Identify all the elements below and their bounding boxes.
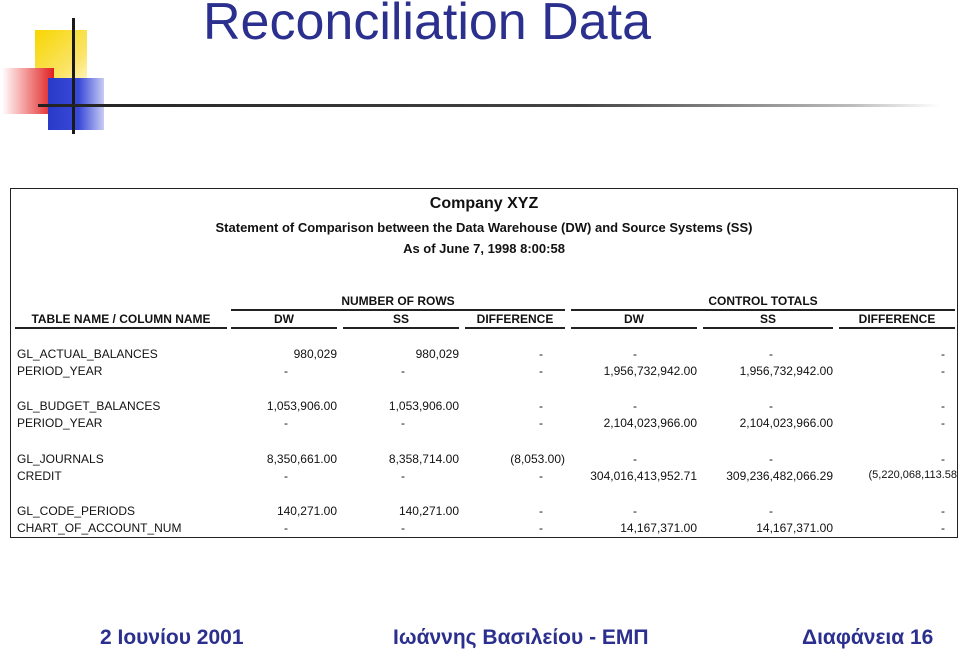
column-header-5: SS xyxy=(759,312,776,326)
table-cell: - xyxy=(633,504,637,518)
table-cell: - xyxy=(401,364,405,378)
table-cell: - xyxy=(941,347,945,361)
footer-author: Ιωάννης Βασιλείου - ΕΜΠ xyxy=(393,626,649,649)
table-cell: - xyxy=(769,504,773,518)
logo-vertical-rule xyxy=(72,18,75,134)
column-header-0: TABLE NAME / COLUMN NAME xyxy=(31,312,211,326)
table-cell: - xyxy=(633,399,637,413)
column-header-2: SS xyxy=(392,312,409,326)
report-as-of: As of June 7, 1998 8:00:58 xyxy=(403,241,565,256)
table-cell: 304,016,413,952.71 xyxy=(590,469,697,483)
slide-logo xyxy=(0,0,140,140)
table-cell: 140,271.00 xyxy=(276,504,337,518)
table-cell: 2,104,023,966.00 xyxy=(603,416,697,430)
table-row-name: GL_CODE_PERIODS xyxy=(17,504,136,518)
column-header-3: DIFFERENCE xyxy=(476,312,554,326)
table-cell: 1,956,732,942.00 xyxy=(739,364,833,378)
column-header-rule-3 xyxy=(465,327,565,329)
column-header-rule-2 xyxy=(343,327,459,329)
table-cell: 1,053,906.00 xyxy=(388,399,459,413)
table-cell: 980,029 xyxy=(415,347,459,361)
group-rows-rule xyxy=(231,309,565,311)
table-cell: - xyxy=(941,416,945,430)
report-statement: Statement of Comparison between the Data Warehouse (DW) and Source Systems (SS) xyxy=(215,220,753,235)
table-cell: 14,167,371.00 xyxy=(620,521,697,535)
column-header-1: DW xyxy=(274,312,294,326)
table-cell: - xyxy=(539,347,543,361)
column-header-6: DIFFERENCE xyxy=(858,312,936,326)
table-cell: - xyxy=(401,416,405,430)
table-cell: - xyxy=(539,504,543,518)
table-row-name: PERIOD_YEAR xyxy=(17,364,103,378)
table-cell: (5,220,068,113.58 xyxy=(868,469,957,481)
table-cell: 14,167,371.00 xyxy=(756,521,833,535)
table-row-name: CREDIT xyxy=(17,469,62,483)
table-cell: - xyxy=(284,521,288,535)
table-cell: 309,236,482,066.29 xyxy=(726,469,833,483)
table-cell: - xyxy=(941,399,945,413)
table-cell: 980,029 xyxy=(293,347,337,361)
table-cell: - xyxy=(539,399,543,413)
group-number-of-rows: NUMBER OF ROWS xyxy=(341,294,455,308)
table-row-name: CHART_OF_ACCOUNT_NUM xyxy=(17,521,182,535)
table-cell: - xyxy=(539,364,543,378)
table-cell: - xyxy=(941,364,945,378)
table-cell: 8,358,714.00 xyxy=(388,452,459,466)
table-cell: - xyxy=(769,399,773,413)
title-underline xyxy=(38,104,940,107)
table-cell: - xyxy=(539,469,543,483)
table-cell: - xyxy=(284,364,288,378)
column-header-rule-0 xyxy=(15,327,227,329)
table-cell: 2,104,023,966.00 xyxy=(739,416,833,430)
table-row-name: PERIOD_YEAR xyxy=(17,416,103,430)
report-company: Company XYZ xyxy=(429,195,539,212)
table-cell: (8,053.00) xyxy=(510,452,565,466)
table-cell: - xyxy=(539,416,543,430)
table-cell: - xyxy=(284,416,288,430)
table-cell: - xyxy=(769,452,773,466)
table-cell: 140,271.00 xyxy=(398,504,459,518)
footer-date: 2 Ιουνίου 2001 xyxy=(100,626,244,649)
table-cell: - xyxy=(633,452,637,466)
column-header-rule-4 xyxy=(571,327,697,329)
reconciliation-report xyxy=(10,188,958,538)
column-header-rule-1 xyxy=(231,327,337,329)
table-row-name: GL_ACTUAL_BALANCES xyxy=(17,347,158,361)
table-cell: 1,053,906.00 xyxy=(266,399,337,413)
logo-red-square xyxy=(2,68,54,114)
table-cell: - xyxy=(539,521,543,535)
table-cell: - xyxy=(941,504,945,518)
column-header-rule-6 xyxy=(839,327,955,329)
column-header-4: DW xyxy=(624,312,644,326)
table-cell: - xyxy=(633,347,637,361)
table-row-name: GL_JOURNALS xyxy=(17,452,104,466)
column-header-rule-5 xyxy=(703,327,833,329)
table-cell: - xyxy=(284,469,288,483)
slide-title: Reconciliation Data xyxy=(203,0,652,51)
table-cell: - xyxy=(941,521,945,535)
table-cell: 1,956,732,942.00 xyxy=(603,364,697,378)
footer-slide-number: Διαφάνεια 16 xyxy=(802,626,934,649)
table-cell: 8,350,661.00 xyxy=(266,452,337,466)
table-cell: - xyxy=(941,452,945,466)
table-cell: - xyxy=(769,347,773,361)
table-cell: - xyxy=(401,469,405,483)
table-cell: - xyxy=(401,521,405,535)
group-control-rule xyxy=(571,309,955,311)
table-row-name: GL_BUDGET_BALANCES xyxy=(17,399,161,413)
group-control-totals: CONTROL TOTALS xyxy=(708,294,818,308)
